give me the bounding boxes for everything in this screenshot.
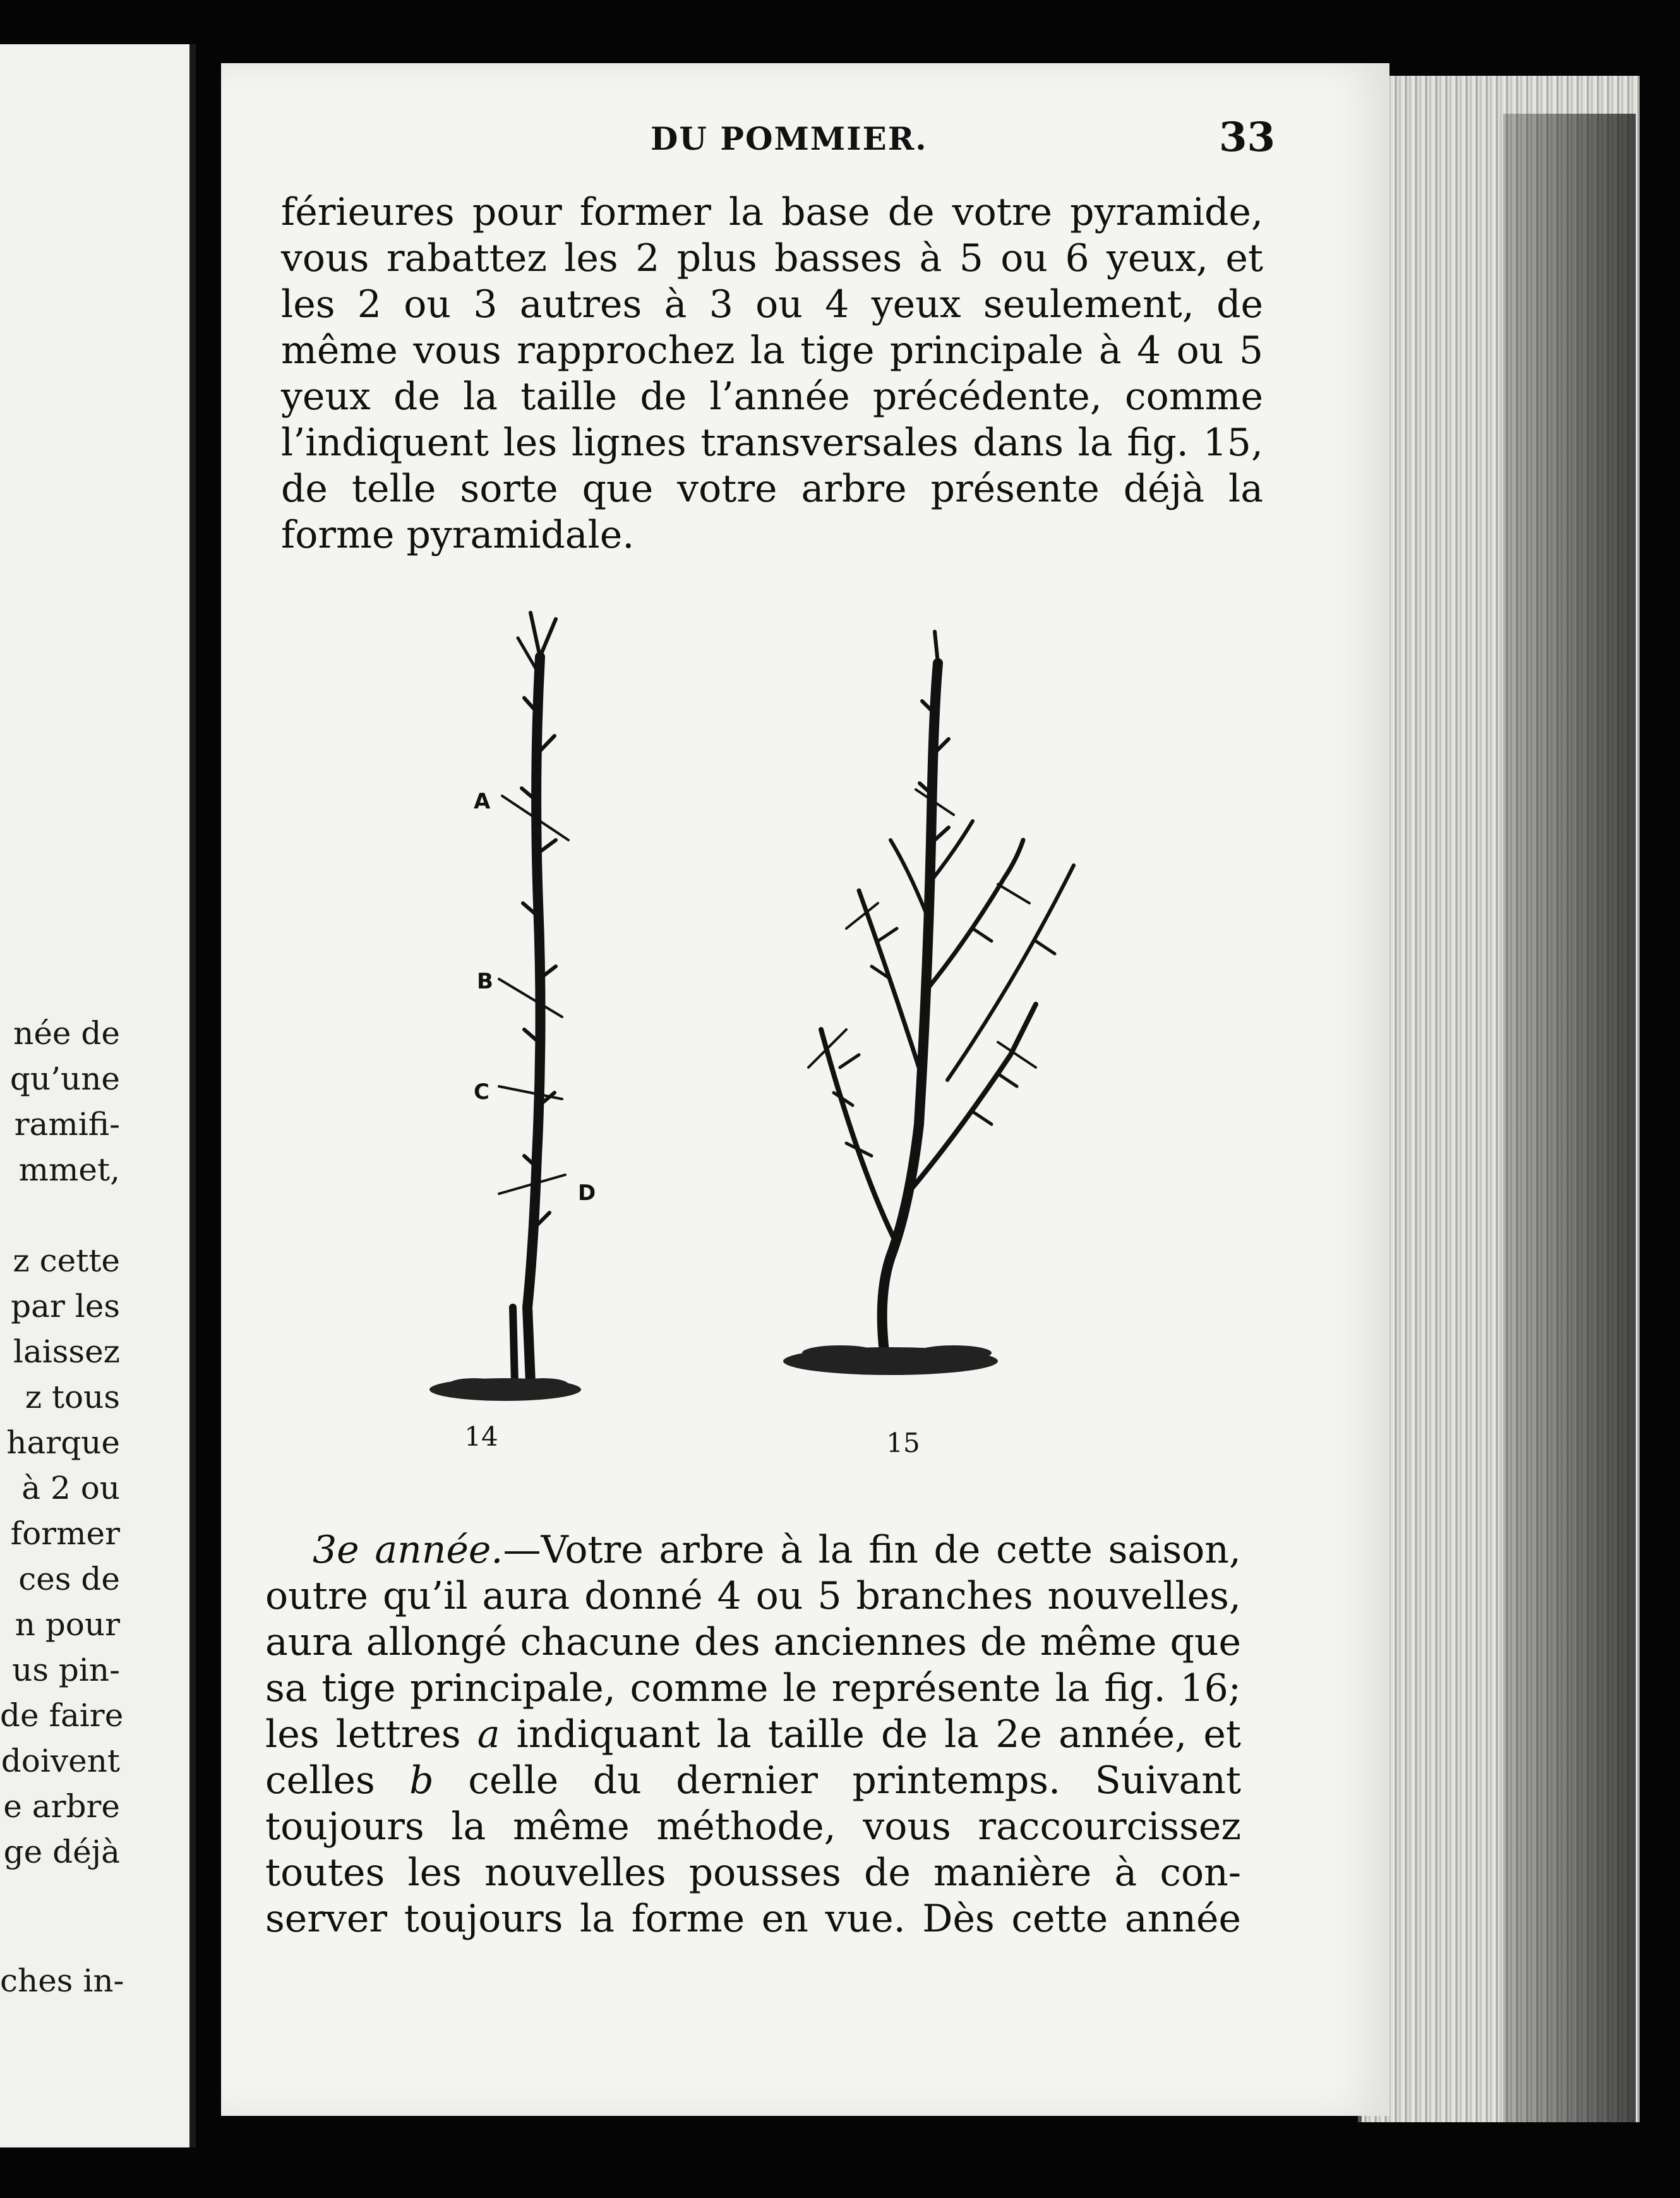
text-line: vous rabattez les 2 plus basses à 5 ou 6 yeux, et: [281, 236, 1263, 280]
text-fragment: celle du dernier printemps. Suivant: [433, 1758, 1241, 1803]
left-line: z tous: [25, 1379, 120, 1415]
text-fragment: les lettres: [265, 1712, 477, 1757]
left-line: à 2 ou: [21, 1470, 120, 1506]
left-line: ces de: [18, 1561, 120, 1597]
left-line: us pin-: [12, 1652, 120, 1688]
left-page-bottom: [0, 1958, 189, 2003]
text-line: [265, 1712, 1241, 1758]
marker-d: D: [578, 1180, 596, 1206]
left-line: [0, 1192, 189, 1238]
text-line: forme pyramidale.: [281, 513, 635, 557]
left-line: former: [10, 1515, 120, 1552]
paragraph-2: [265, 1527, 1241, 1942]
letter-a: a: [477, 1712, 500, 1757]
section-heading: 3e année.: [313, 1528, 503, 1572]
text-line: outre qu’il aura donné 4 ou 5 branches nouvelles,: [265, 1574, 1241, 1618]
marker-a: A: [474, 789, 491, 814]
left-line: n pour: [15, 1606, 120, 1643]
left-line: de faire: [0, 1697, 124, 1734]
text-fragment: celles: [265, 1758, 410, 1803]
page-edges-shadow: [1503, 114, 1636, 2122]
left-line: ches in-: [0, 1962, 124, 1999]
text-line: [265, 1758, 1241, 1804]
left-facing-page: [0, 44, 196, 2147]
left-line: née de: [13, 1015, 120, 1052]
text-line: même vous rapprochez la tige principale à 4 ou 5: [281, 328, 1263, 373]
left-line: harque: [6, 1424, 120, 1461]
text-line: aura allongé chacune des anciennes de même que: [265, 1620, 1241, 1664]
text-line: les 2 ou 3 autres à 3 ou 4 yeux seulement, de: [281, 282, 1263, 327]
text-fragment: —Votre arbre à la fin de cette saison,: [503, 1528, 1241, 1572]
left-page-text: [0, 1011, 189, 1875]
text-line: [265, 1527, 1241, 1573]
text-line: server toujours la forme en vue. Dès cette année: [265, 1897, 1241, 1941]
text-line: yeux de la taille de l’année précédente, comme: [281, 375, 1263, 419]
left-line: doivent: [1, 1743, 120, 1779]
left-line: ge déjà: [3, 1834, 120, 1870]
text-line: de telle sorte que votre arbre présente déjà la: [281, 467, 1263, 511]
left-line: ramifi-: [14, 1106, 120, 1143]
left-line: laissez: [13, 1333, 120, 1370]
left-line: mmet,: [18, 1151, 120, 1188]
page-number: 33: [1219, 114, 1276, 161]
figure-15: [783, 587, 1112, 1459]
text-fragment: indiquant la taille de la 2e année, et: [500, 1712, 1241, 1757]
figure-15-caption: 15: [886, 1427, 920, 1458]
marker-b: B: [477, 969, 493, 994]
paragraph-1: [281, 189, 1263, 558]
running-head: DU POMMIER.: [651, 120, 928, 157]
left-line: par les: [11, 1288, 120, 1324]
letter-b: b: [409, 1758, 434, 1803]
text-line: toutes les nouvelles pousses de manière à con-: [265, 1851, 1241, 1895]
figure-14-illustration: [404, 587, 606, 1408]
figure-14-caption: 14: [464, 1421, 498, 1452]
text-line: l’indiquent les lignes transversales dans la fig. 15,: [281, 421, 1263, 465]
left-line: qu’une: [9, 1060, 120, 1097]
left-line: e arbre: [3, 1788, 120, 1825]
text-line: toujours la même méthode, vous raccourcissez: [265, 1805, 1241, 1849]
figure-14: [404, 587, 606, 1459]
marker-c: C: [474, 1079, 489, 1105]
text-line: férieures pour former la base de votre pyramide,: [281, 190, 1263, 234]
text-line: sa tige principale, comme le représente la fig. 16;: [265, 1666, 1241, 1710]
figure-15-illustration: [783, 587, 1112, 1408]
left-line: z cette: [13, 1242, 120, 1279]
